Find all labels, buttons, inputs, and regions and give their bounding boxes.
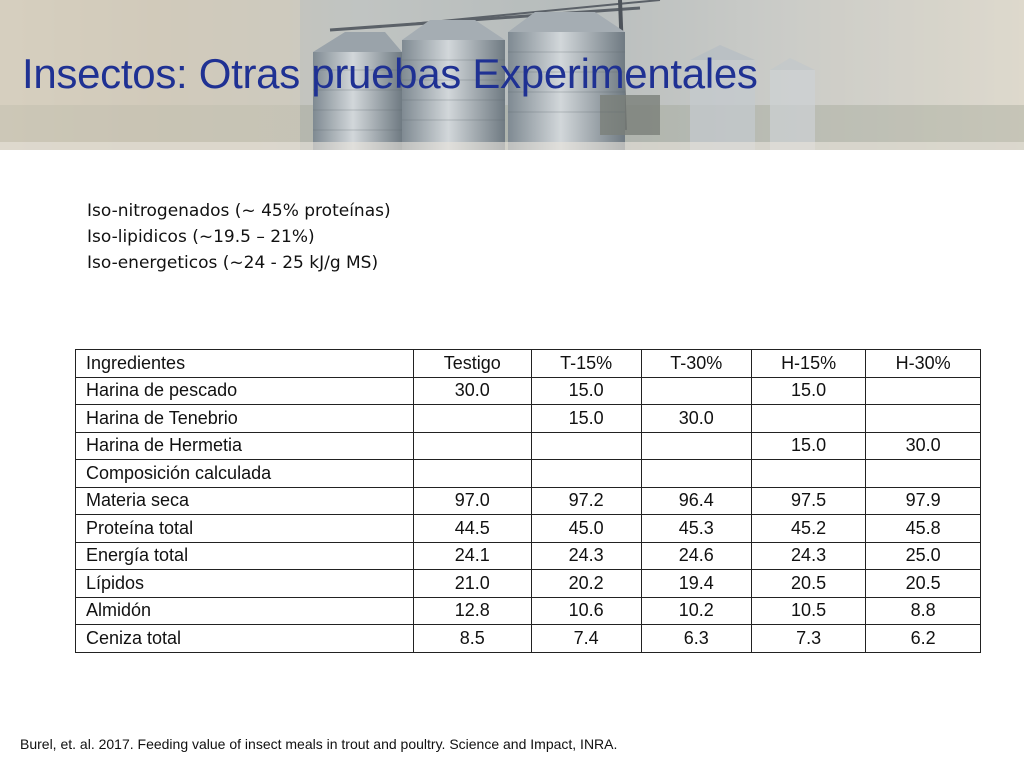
cell-value — [641, 432, 751, 460]
table-row — [76, 570, 981, 598]
cell-value — [414, 460, 532, 488]
cell-value: 24.3 — [531, 542, 641, 570]
cell-value: 8.5 — [414, 625, 532, 653]
cell-value: 6.2 — [866, 625, 981, 653]
cell-value: 10.2 — [641, 597, 751, 625]
cell-value: 45.8 — [866, 515, 981, 543]
col-header-h30: H-30% — [866, 350, 981, 378]
cell-value: 24.1 — [414, 542, 532, 570]
table-row — [76, 625, 981, 653]
cell-value — [866, 405, 981, 433]
note-iso-lipid: Iso-lipidicos (~19.5 – 21%) — [87, 227, 315, 247]
cell-value — [866, 377, 981, 405]
cell-value: 6.3 — [641, 625, 751, 653]
ingredients-table — [75, 349, 981, 653]
note-iso-energy: Iso-energeticos (~24 - 25 kJ/g MS) — [87, 253, 379, 273]
cell-value: 24.3 — [751, 542, 866, 570]
cell-value: 19.4 — [641, 570, 751, 598]
cell-value: 12.8 — [414, 597, 532, 625]
table-row — [76, 597, 981, 625]
cell-value: 8.8 — [866, 597, 981, 625]
cell-value: 96.4 — [641, 487, 751, 515]
cell-value — [641, 377, 751, 405]
cell-value: 24.6 — [641, 542, 751, 570]
row-label: Materia seca — [76, 487, 414, 515]
cell-value: 21.0 — [414, 570, 532, 598]
table-header-row — [76, 350, 981, 378]
cell-value: 15.0 — [531, 405, 641, 433]
cell-value — [414, 432, 532, 460]
col-header-testigo: Testigo — [414, 350, 532, 378]
iso-conditions-list — [87, 198, 391, 276]
row-label: Almidón — [76, 597, 414, 625]
cell-value: 30.0 — [414, 377, 532, 405]
cell-value: 20.5 — [866, 570, 981, 598]
row-label: Proteína total — [76, 515, 414, 543]
cell-value: 7.4 — [531, 625, 641, 653]
cell-value: 15.0 — [531, 377, 641, 405]
row-label: Ceniza total — [76, 625, 414, 653]
cell-value — [414, 405, 532, 433]
cell-value: 97.2 — [531, 487, 641, 515]
table-row — [76, 515, 981, 543]
table-row — [76, 432, 981, 460]
row-label: Harina de pescado — [76, 377, 414, 405]
row-label: Lípidos — [76, 570, 414, 598]
row-label: Energía total — [76, 542, 414, 570]
cell-value — [866, 460, 981, 488]
col-header-h15: H-15% — [751, 350, 866, 378]
cell-value — [531, 432, 641, 460]
table-row — [76, 542, 981, 570]
cell-value — [531, 460, 641, 488]
cell-value: 45.0 — [531, 515, 641, 543]
note-iso-nitrogen: Iso-nitrogenados (~ 45% proteínas) — [87, 201, 391, 221]
cell-value: 97.5 — [751, 487, 866, 515]
cell-value: 7.3 — [751, 625, 866, 653]
page-title: Insectos: Otras pruebas Experimentales — [22, 50, 758, 97]
cell-value — [641, 460, 751, 488]
cell-value: 45.2 — [751, 515, 866, 543]
col-header-t30: T-30% — [641, 350, 751, 378]
col-header-ingredientes: Ingredientes — [76, 350, 414, 378]
cell-value: 45.3 — [641, 515, 751, 543]
row-label: Harina de Tenebrio — [76, 405, 414, 433]
table-row — [76, 487, 981, 515]
cell-value: 10.5 — [751, 597, 866, 625]
cell-value: 97.0 — [414, 487, 532, 515]
table-row — [76, 405, 981, 433]
row-label: Harina de Hermetia — [76, 432, 414, 460]
cell-value: 25.0 — [866, 542, 981, 570]
row-label: Composición calculada — [76, 460, 414, 488]
reference-citation: Burel, et. al. 2017. Feeding value of insect meals in trout and poultry. Science and Impact, INRA. — [20, 736, 618, 752]
cell-value: 15.0 — [751, 432, 866, 460]
cell-value — [751, 460, 866, 488]
table-row — [76, 377, 981, 405]
cell-value: 97.9 — [866, 487, 981, 515]
cell-value — [751, 405, 866, 433]
cell-value: 10.6 — [531, 597, 641, 625]
table-row — [76, 460, 981, 488]
col-header-t15: T-15% — [531, 350, 641, 378]
cell-value: 30.0 — [641, 405, 751, 433]
cell-value: 30.0 — [866, 432, 981, 460]
cell-value: 20.2 — [531, 570, 641, 598]
cell-value: 20.5 — [751, 570, 866, 598]
cell-value: 15.0 — [751, 377, 866, 405]
cell-value: 44.5 — [414, 515, 532, 543]
